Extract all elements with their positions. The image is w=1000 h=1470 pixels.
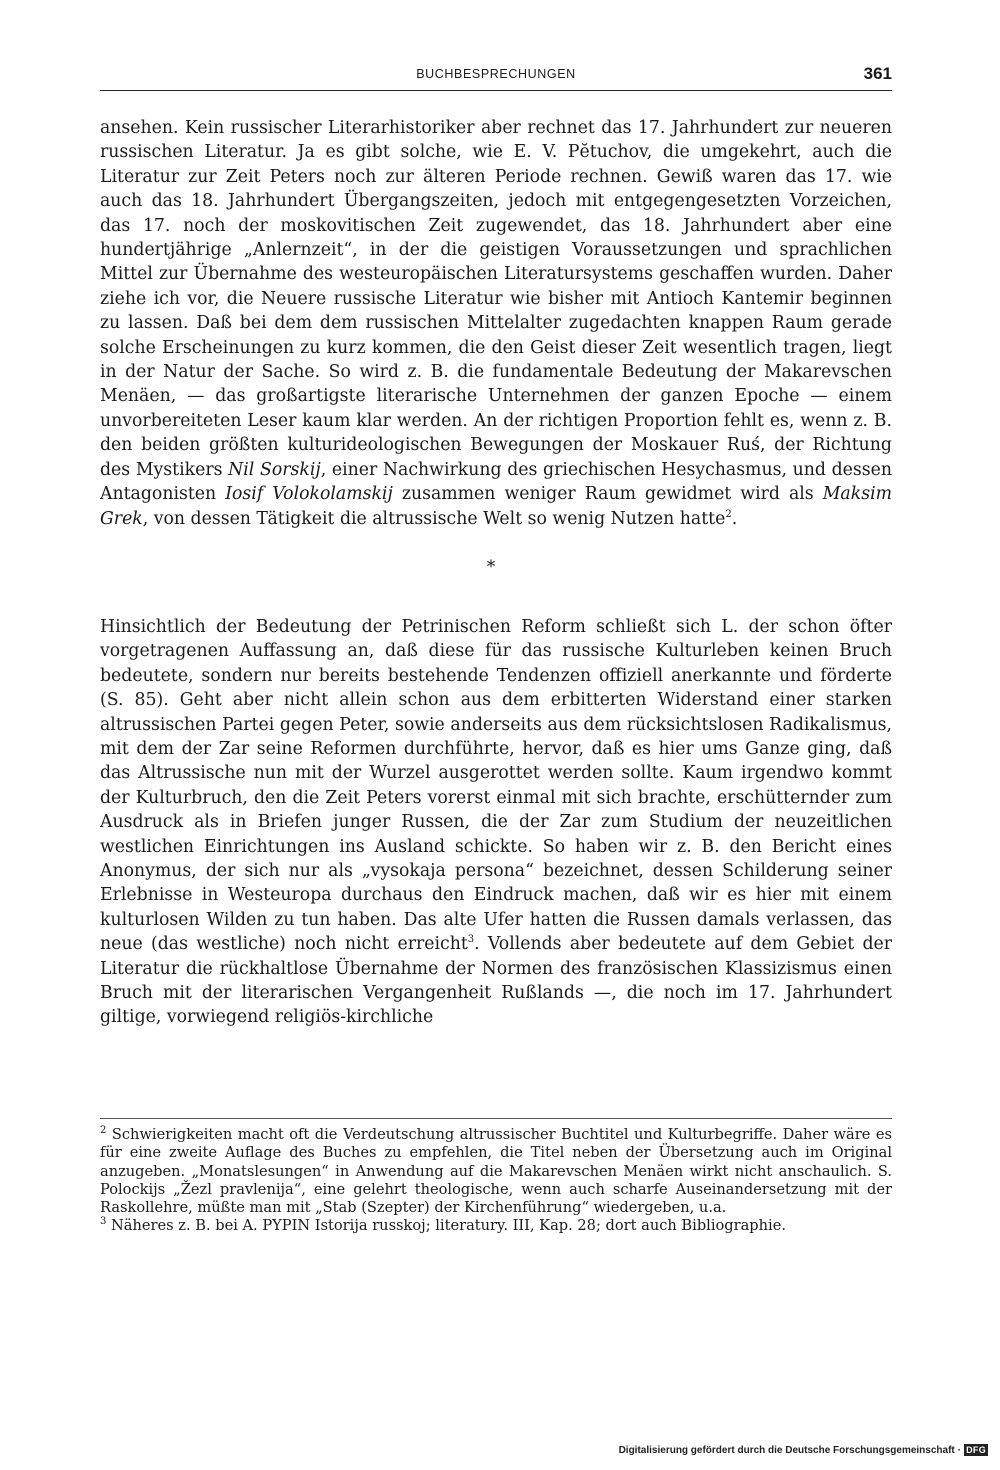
footnote-3-text: Näheres z. B. bei A. PYPIN Istorija russkoj; literatury. III, Kap. 28; dort auch Bibliographie. bbox=[111, 1217, 786, 1235]
paragraph-2-text-b: . Vollends aber bedeutete auf dem Gebiet der Literatur die rückhaltlose Übernahme der Normen des französischen Klassizismus einen Bruch mit der literarischen Vergangenheit Rußlands —, die noch im 17. Jahrhundert giltige, vorwiegend religiös-kirchliche bbox=[100, 934, 892, 1028]
footnotes bbox=[100, 1126, 892, 1236]
credit-text: Digitalisierung gefördert durch die Deutsche Forschungsgemeinschaft bbox=[618, 1444, 955, 1456]
credit-separator: · bbox=[957, 1444, 962, 1456]
section-separator bbox=[100, 557, 892, 577]
paragraph-2-text-a: Hinsichtlich der Bedeutung der Petrinischen Reform schließt sich L. der schon öfter vorgetragenen Auffassung an, daß diese für das russische Kulturleben keinen Bruch bedeutete, sondern nur bereits bestehende Tendenzen offiziell anerkannte und förderte (S. 85). Geht aber nicht allein schon aus dem erbitterten Widerstand einer starken altrussischen Partei gegen Peter, sowie anderseits aus dem rücksichtslosen Radikalismus, mit dem der Zar seine Reformen durchführte, hervor, daß es hier ums Ganze ging, daß das Altrussische nun mit der Wurzel ausgerottet werden sollte. Kaum irgendwo kommt der Kulturbruch, den die Zeit Peters vorerst einmal mit sich brachte, erschütternder zum Ausdruck als in Briefen junger Russen, die der Zar zum Studium der neuzeitlichen westlichen Einrichtungen ins Ausland schickte. So haben wir z. B. den Bericht eines Anonymus, der sich nur als „vysokaja persona“ bezeichnet, dessen Schilderung seiner Erlebnisse in Westeuropa durchaus den Eindruck machen, daß wir es hier mit einem kulturlosen Wilden zu tun haben. Das alte Ufer hatten die Russen damals verlassen, das neue (das westliche) noch nicht erreicht bbox=[100, 616, 892, 955]
body-text bbox=[100, 116, 892, 1030]
footnote-ref-2[interactable]: 2 bbox=[725, 508, 732, 520]
running-head bbox=[100, 64, 892, 91]
name-maksim-grek: Maksim Grek bbox=[100, 484, 892, 529]
footnote-2-text: Schwierigkeiten macht oft die Verdeutschung altrussischer Buchtitel und Kulturbegriffe. Daher wäre es für eine zweite Auflage des Buches zu empfehlen, die Titel neben der Übersetzung auch im Original anzugeben. „Monatslesungen“ in Anwendung auf die Makarevschen Menäen wirkt nicht anschaulich. S. Polockijs „Žezl pravlenija“, eine gelehrt theologische, wenn auch scharfe Auseinandersetzung mit der Raskollehre, müßte man mit „Stab (Szepter) der Kirchenführung“ wiedergeben, u.a. bbox=[100, 1126, 892, 1217]
paragraph-1-end: . bbox=[731, 508, 738, 529]
footnote-mark-2: 2 bbox=[100, 1125, 107, 1137]
footnote-mark-3: 3 bbox=[100, 1216, 107, 1228]
footnote-rule bbox=[100, 1118, 892, 1119]
footnote-3 bbox=[100, 1217, 892, 1235]
name-nil-sorskij: Nil Sorskij bbox=[228, 459, 321, 480]
paragraph-2 bbox=[100, 615, 892, 1030]
footnote-2 bbox=[100, 1126, 892, 1217]
paragraph-1-text-a: ansehen. Kein russischer Literarhistoriker aber rechnet das 17. Jahrhundert zur neueren russischen Literatur. Ja es gibt solche, wie E. V. Pĕtuchov, die umgekehrt, auch die Literatur zur Zeit Peters noch zur älteren Periode rechnen. Gewiß waren das 17. wie auch das 18. Jahrhundert Übergangszeiten, jedoch mit entgegengesetzten Vorzeichen, das 17. noch der moskovitischen Zeit zugewendet, das 18. Jahrhundert aber eine hundertjährige „Anlernzeit“, in der die geistigen Voraussetzungen und sprachlichen Mittel zur Übernahme des westeuropäischen Literatursystems geschaffen wurden. Daher ziehe ich vor, die Neuere russische Literatur wie bisher mit Antioch Kantemir beginnen zu lassen. Daß bei dem dem russischen Mittelalter zugedachten knappen Raum gerade solche Erscheinungen zu kurz kommen, die den Geist dieser Zeit wesentlich tragen, liegt in der Natur der Sache. So wird z. B. die fundamentale Bedeutung der Makarevschen Menäen, — das großartigste literarische Unternehmen der ganzen Epoche — einem unvorbereiteten Leser kaum klar werden. An der richtigen Proportion fehlt es, wenn z. B. den beiden größten kulturideologischen Bewegungen der Moskauer Ruś, der Richtung des Mystikers bbox=[100, 118, 892, 480]
dfg-logo-icon: DFG bbox=[966, 1445, 986, 1455]
name-iosif-volokolamskij: Iosif Volokolamskij bbox=[225, 484, 393, 505]
running-title: BUCHBESPRECHUNGEN bbox=[416, 67, 576, 81]
paragraph-1-text-c: zusammen weniger Raum gewidmet wird als bbox=[392, 484, 823, 505]
asterisk: * bbox=[486, 556, 496, 577]
digitization-credit bbox=[619, 1442, 988, 1458]
paragraph-1 bbox=[100, 116, 892, 531]
paragraph-1-text-b: , einer Nachwirkung des griechischen Hesychasmus, und dessen Antagonisten bbox=[100, 459, 892, 505]
footnote-ref-3[interactable]: 3 bbox=[467, 934, 475, 946]
paragraph-1-text-d: , von dessen Tätigkeit die altrussische Welt so wenig Nutzen hatte bbox=[142, 508, 726, 529]
page-number: 361 bbox=[863, 64, 892, 83]
